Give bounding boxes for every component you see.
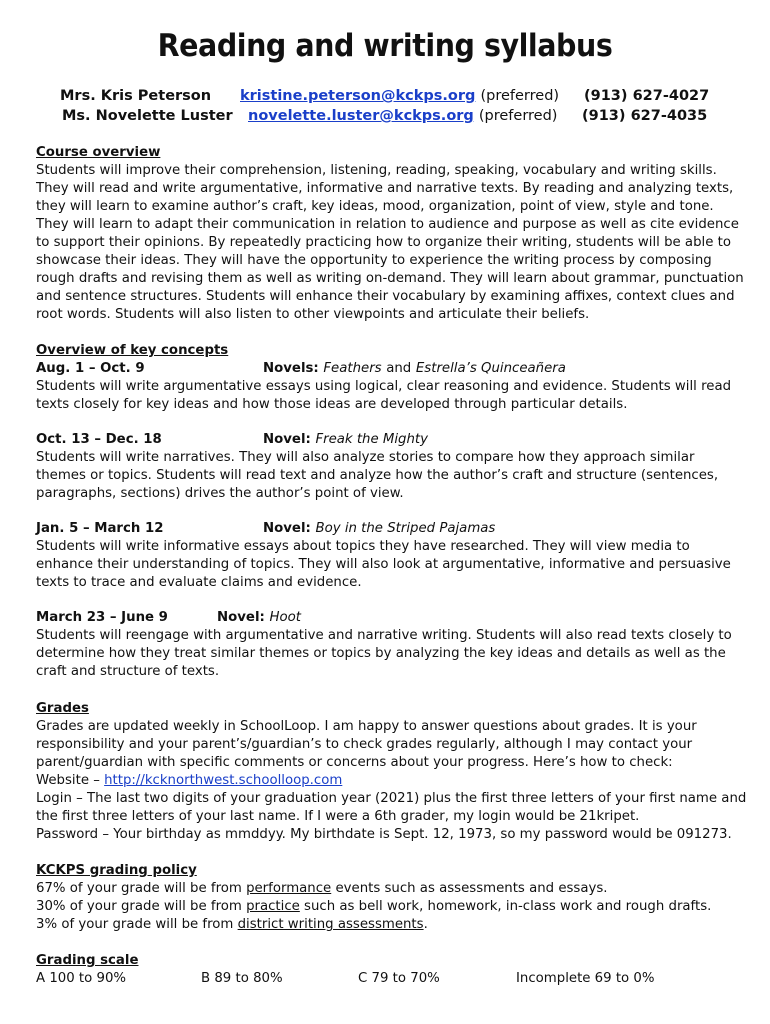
policy-text: 67% of your grade will be from (36, 881, 247, 896)
teacher-name: Ms. Novelette Luster (62, 108, 233, 124)
unit-3-header (36, 520, 748, 538)
website-label: Website – (36, 773, 105, 788)
website-line (36, 772, 748, 790)
password-text: Password – Your birthday as mmddyy. My birthdate is Sept. 12, 1973, so my password would be 091273. (36, 827, 732, 842)
unit-novels (263, 360, 566, 378)
schoolloop-link[interactable]: http://kcknorthwest.schoolloop.com (104, 773, 343, 788)
scale-item-a: A 100 to 90% (36, 971, 127, 986)
page-title: Reading and writing syllabus (157, 28, 613, 64)
novel-label: Novel: (217, 610, 265, 625)
email-text[interactable]: novelette.luster@kckps.org (248, 108, 474, 124)
scale-item-incomplete: Incomplete 69 to 0% (516, 971, 655, 986)
grades-intro: Grades are updated weekly in SchoolLoop. I am happy to answer questions about grades. It is your responsibility and your parent’s/guardian’s to check grades regularly, although I may contact your parent/guardian with specific comments or concerns about your progress. Here’s how to check: (36, 719, 697, 770)
novel-title: Freak the Mighty (315, 432, 429, 447)
unit-novels (263, 520, 495, 538)
overview-text: Students will improve their comprehension, listening, reading, speaking, vocabulary and writing skills. They will read and write argumentative, informative and narrative texts. By reading and analyzing texts, they will learn to examine author’s craft, key ideas, mood, organization, point of view, style and tone. They will learn to adapt their communication in relation to audience and purpose as well as cite evidence to support their opinions. By repeatedly practicing how to organize their writing, students will be able to showcase their ideas. They will have the opportunity to experience the writing process by composing rough drafts and revising them as well as writing on-demand. They will learn about grammar, punctuation and sentence structures. Students will enhance their vocabulary by examining affixes, context clues and root words. Students will also listen to other viewpoints and articulate their beliefs. (36, 163, 744, 322)
unit-text: Students will write narratives. They will also analyze stories to compare how they approach similar themes or topics. Students will read text and analyze how the author’s craft and structure (sentences, paragraphs, sections) drives the author’s point of view. (36, 450, 719, 501)
preferred-note: (preferred) (480, 88, 560, 104)
scale-item-c: C 79 to 70% (358, 971, 440, 986)
grading-policy-section (36, 862, 748, 934)
novel-label: Novel: (263, 432, 311, 447)
teacher-email-link[interactable] (240, 88, 559, 104)
unit-text: Students will write argumentative essays using logical, clear reasoning and evidence. Students will read texts closely for key ideas and how those ideas are developed through particular details. (36, 379, 732, 412)
policy-line (36, 898, 748, 916)
preferred-note: (preferred) (478, 108, 558, 124)
unit-text: Students will write informative essays about topics they have researched. They will view media to enhance their understanding of topics. They will also look at argumentative, informative and persuasive texts to trace and evaluate claims and evidence. (36, 539, 731, 590)
grades-section (36, 700, 748, 844)
unit-novels (263, 431, 428, 449)
unit-dates: Aug. 1 – Oct. 9 (36, 361, 145, 376)
section-heading: KCKPS grading policy (36, 863, 197, 878)
policy-category: performance (246, 881, 332, 896)
course-overview-section (36, 144, 748, 324)
section-heading: Grades (36, 701, 89, 716)
unit-1-header (36, 360, 748, 378)
unit-text: Students will reengage with argumentative and narrative writing. Students will also read texts closely to determine how they treat similar themes or topics by analyzing the key ideas and details as well as the craft and structure of texts. (36, 628, 732, 679)
unit-dates: Jan. 5 – March 12 (36, 521, 164, 536)
teacher-phone: (913) 627-4035 (582, 108, 708, 124)
scale-item-b: B 89 to 80% (201, 971, 283, 986)
email-text[interactable]: kristine.peterson@kckps.org (240, 88, 476, 104)
unit-novels (217, 609, 301, 627)
policy-text: 3% of your grade will be from (36, 917, 238, 932)
novel-label: Novel: (263, 521, 311, 536)
unit-dates: March 23 – June 9 (36, 610, 168, 625)
section-heading: Overview of key concepts (36, 343, 229, 358)
novel-title: Boy in the Striped Pajamas (315, 521, 496, 536)
policy-text: such as bell work, homework, in-class work and rough drafts. (299, 899, 712, 914)
teacher-phone: (913) 627-4027 (584, 88, 710, 104)
key-concepts-section (36, 342, 748, 681)
policy-category: district writing assessments (237, 917, 424, 932)
section-heading: Grading scale (36, 953, 139, 968)
novel-label: Novels: (263, 361, 319, 376)
policy-text: . (423, 917, 428, 932)
novel-title: Estrella’s Quinceañera (415, 361, 566, 376)
scale-row (36, 970, 748, 988)
policy-line (36, 916, 748, 934)
login-text: Login – The last two digits of your graduation year (2021) plus the first three letters of your first name and the first three letters of your last name. If I were a 6th grader, my login would be 21kripet. (36, 791, 747, 824)
section-heading: Course overview (36, 145, 161, 160)
policy-line (36, 880, 748, 898)
grading-scale-section (36, 952, 748, 988)
unit-2-header (36, 431, 748, 449)
unit-4-header (36, 609, 748, 627)
policy-category: practice (246, 899, 300, 914)
unit-dates: Oct. 13 – Dec. 18 (36, 432, 162, 447)
novel-title: Hoot (269, 610, 301, 625)
policy-text: 30% of your grade will be from (36, 899, 247, 914)
teacher-name: Mrs. Kris Peterson (60, 88, 212, 104)
and-text: and (386, 361, 412, 376)
novel-title: Feathers (323, 361, 382, 376)
teacher-email-link[interactable] (248, 108, 557, 124)
policy-text: events such as assessments and essays. (331, 881, 608, 896)
